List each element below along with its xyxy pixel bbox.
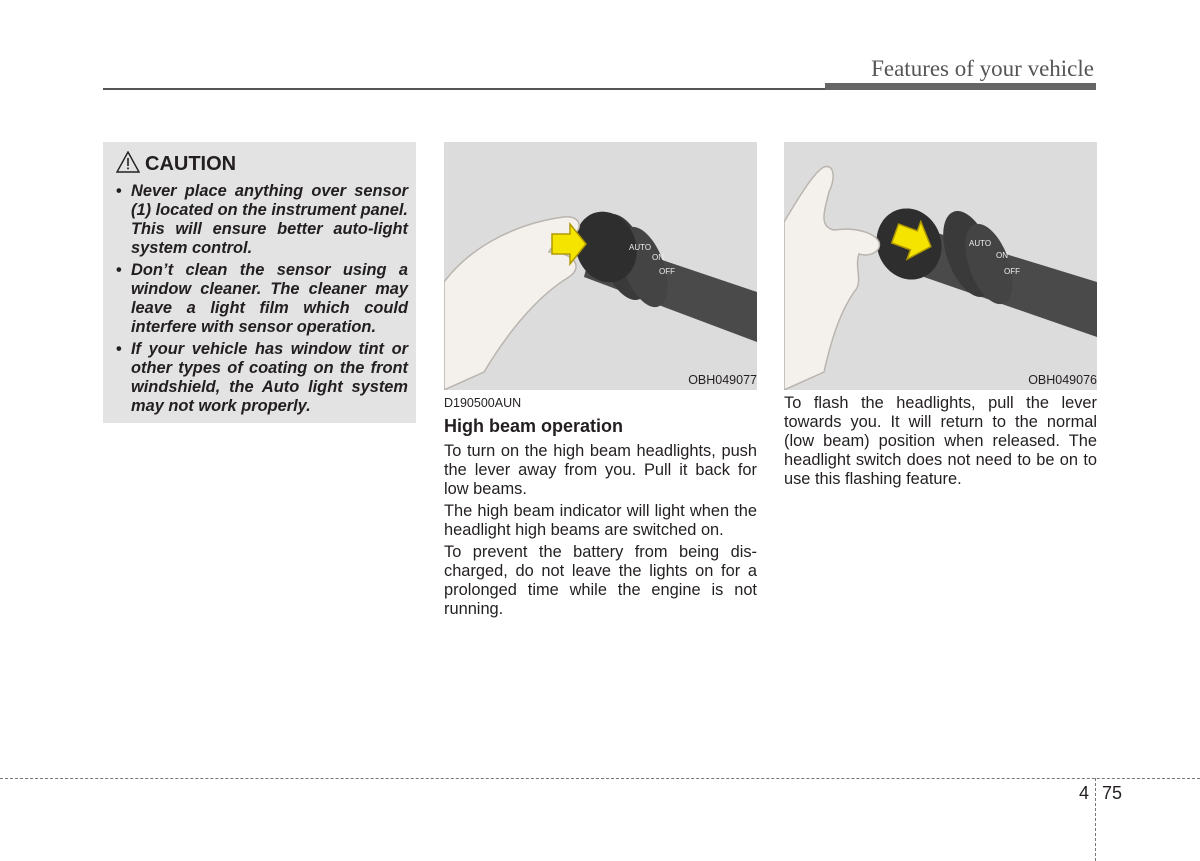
lever-pull-illustration [784,142,1097,390]
bullet-icon: • [116,182,122,200]
chapter-number: 4 [1079,783,1090,803]
headlight-lever-pull-image [784,142,1097,390]
paragraph: To prevent the battery from being dis-charged, do not leave the lights on for a prolonged time while the engine is not running. [444,543,757,618]
caution-item [114,182,408,258]
header-rule-accent [825,83,1096,90]
paragraph: The high beam indicator will light when the headlight high beams are switched on. [444,502,757,539]
figure-2-caption-row [784,371,1097,391]
caution-item-text: Don’t clean the sensor using a window cleaner. The cleaner may leave a light film which could interfere with sensor operation. [131,261,408,336]
caution-box [103,142,416,423]
page-header-title: Features of your vehicle [871,56,1094,81]
headlight-lever-push-image [444,142,757,390]
bullet-icon: • [116,340,122,358]
caution-item [114,340,408,416]
caution-item-text: Never place anything over sensor (1) located on the instrument panel. This will ensure better auto-light system control. [131,182,408,257]
figure-code: OBH049077 [688,373,757,387]
figure-code: OBH049076 [1028,373,1097,387]
lever-label-on: ON [652,253,664,262]
lever-label-off: OFF [1004,267,1020,276]
header-rule [103,88,825,90]
paragraph: To turn on the high beam headlights, push the lever away from you. Pull it back for low beams. [444,442,757,498]
flash-section [784,394,1097,492]
page-number: 75 [1102,783,1123,803]
lever-label-off: OFF [659,267,675,276]
lever-label-auto: AUTO [969,239,992,248]
caution-header [116,152,408,176]
caution-item-text: If your vehicle has window tint or other types of coating on the front windshield, the Auto light system may not work properly. [131,340,408,415]
caution-list [114,182,408,416]
footer-rule [0,778,1200,779]
caution-item [114,261,408,337]
lever-label-on: ON [996,251,1008,260]
section-heading: High beam operation [444,416,624,436]
warning-triangle-icon [116,151,140,178]
bullet-icon: • [116,261,122,279]
figure-1-caption-row [444,371,757,391]
lever-push-illustration [444,142,757,390]
footer-divider [1095,778,1096,861]
high-beam-section [444,396,757,622]
lever-label-auto: AUTO [629,243,652,252]
caution-title: CAUTION [145,152,237,175]
section-code: D190500AUN [444,396,522,410]
paragraph: To flash the headlights, pull the lever towards you. It will return to the normal (low beam) position when released. The headlight switch does not need to be on to use this flashing feature. [784,394,1097,488]
